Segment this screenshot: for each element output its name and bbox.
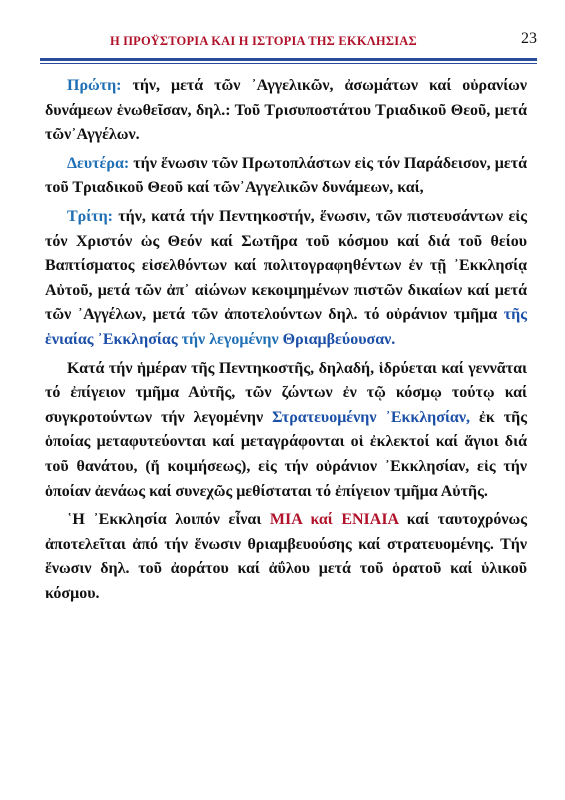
highlight-one-and-unified: ΜΙΑ καί ΕΝΙΑΙΑ [269,511,399,529]
paragraph-label: Δευτέρα: [67,154,130,172]
paragraph-fifth [45,508,527,606]
running-header [40,30,537,56]
paragraph-text: τήν ἕνωσιν τῶν Πρωτοπλάστων εἰς τόν Παράδεισον, μετά τοῦ Τριαδικοῦ Θεοῦ καί τῶν᾿Αγγελικῶν δυνάμεων, καί, [45,154,527,197]
page-number: 23 [521,30,537,47]
paragraph-text: ἐκ τῆς ὁποίας μεταφυτεύονται καί μεταγράφονται οἱ ἐκλεκτοί καί ἅγιοι διά τοῦ θανάτου, (ἤ κοιμήσεως), εἰς τήν οὐράνιον ᾿Εκκλησίαν, εἰς τήν ὁποίαν ἀενάως καί συνεχῶς μεθίσταται τό ἐπίγειον τμῆμα Αὐτῆς. [45,408,528,500]
paragraph-fourth [45,357,527,505]
highlight-militant-church: Στρατευομένην ᾿Εκκλησίαν, [272,408,471,426]
paragraph-text: ῾Η ᾿Εκκλησία λοιπόν εἶναι [67,511,270,529]
paragraph-text-blue: τήν λεγομένην [177,330,283,348]
paragraph-text: καί ταυτοχρόνως ἀποτελεῖται ἀπό τήν ἕνωσιν θριαμβευούσης καί στρατευομένης. Τήν ἕνωσιν δηλ. τοῦ ἀοράτου καί ἀΰλου μετά τοῦ ὁρατοῦ καί ὑλικοῦ κόσμου. [45,511,527,602]
header-rule-thin [40,63,537,64]
header-rule-thick [40,58,537,61]
highlight-unified-church: τῆς ἑνιαίας ᾿Εκκλησίας [45,306,527,348]
paragraph-text: τήν, μετά τῶν ᾿Αγγελικῶν, ἀσωμάτων καί οὐρανίων δυνάμεων ἑνωθεῖσαν, δηλ.: Τοῦ Τρισυποστάτου Τριαδικοῦ Θεοῦ, μετά τῶν᾿Αγγέλων. [45,77,527,144]
paragraph-first [45,74,527,148]
highlight-triumphant: Θριαμβεύουσαν. [282,330,396,348]
paragraph-text: Κατά τήν ἡμέραν τῆς Πεντηκοστῆς, δηλαδή, ἱδρύεται καί γεννᾶται τό ἐπίγειον τμῆμα Αὐτῆς, τῶν ζώντων ἐν τῷ κόσμῳ τούτῳ καί συγκροτούντων τήν λεγομένην [45,359,527,426]
paragraph-label: Τρίτη: [67,207,113,225]
body-text [45,74,527,610]
running-title: Η ΠΡΟΫΣΤΟΡΙΑ ΚΑΙ Η ΙΣΤΟΡΙΑ ΤΗΣ ΕΚΚΛΗΣΙΑΣ [110,34,417,48]
paragraph-label: Πρώτη: [67,77,122,94]
paragraph-third [45,205,527,353]
paragraph-text: τήν, κατά τήν Πεντηκοστήν, ἕνωσιν, τῶν πιστευσάντων εἰς τόν Χριστόν ὡς Θεόν καί Σωτῆρα τοῦ κόσμου καί διά τοῦ θείου Βαπτίσματος εἰσελθόντων καί πολιτογραφηθέντων ἐν τῇ ᾿Εκκλησίᾳ Αὐτοῦ, μετά τῶν ἀπ᾿ αἰώνων κεκοιμημένων πιστῶν δικαίων καί μετά τῶν ᾿Αγγέλων, μετά τῶν ἀποτελούντων δηλ. τό οὐράνιον τμῆμα [45,207,527,324]
paragraph-second [45,152,527,201]
